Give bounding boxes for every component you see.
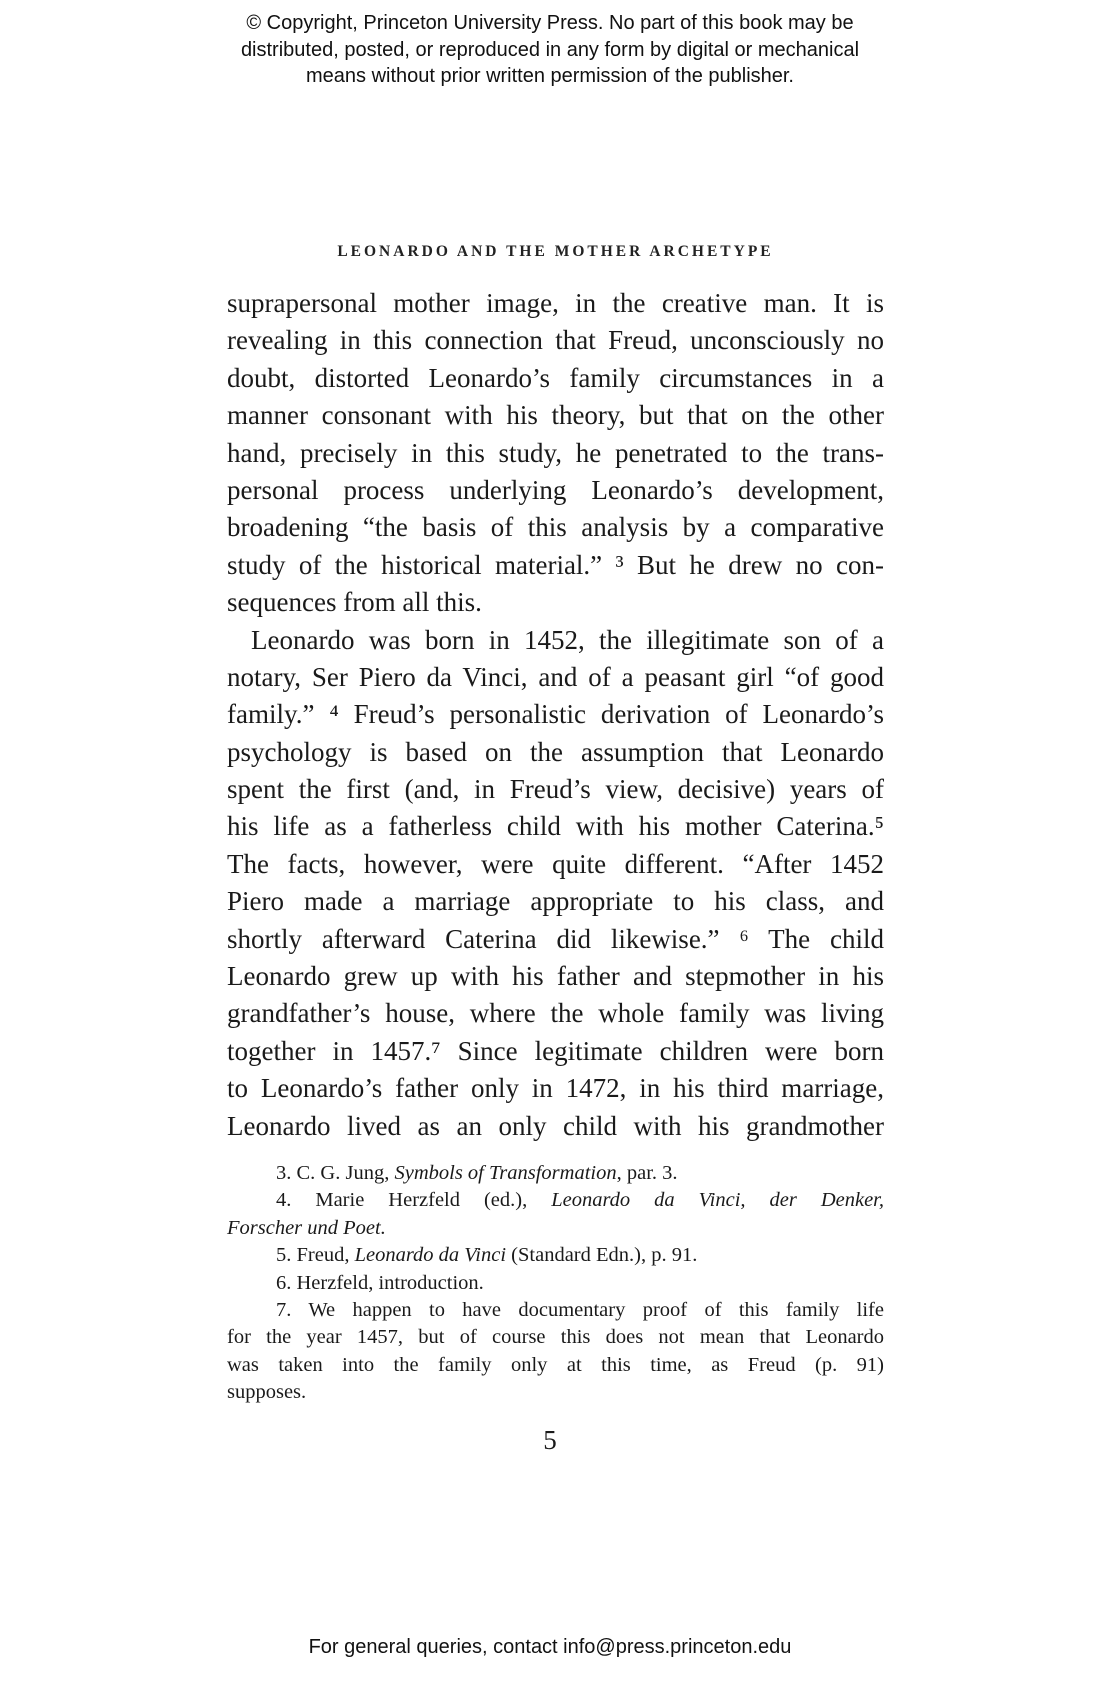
footnote-line — [227, 1160, 884, 1187]
copyright-line: means without prior written permission of the publisher. — [305, 65, 794, 87]
footnote-line — [227, 1215, 884, 1242]
footer-contact: For general queries, contact info@press.princeton.edu — [308, 1636, 792, 1658]
footnote-line — [227, 1379, 884, 1406]
footnote-text: 6. Herzfeld, introduction. — [276, 1271, 484, 1294]
footnotes — [227, 1160, 884, 1407]
body-line: shortly afterward Caterina did likewise.” ⁶ The child — [227, 923, 884, 954]
footnote-line — [227, 1270, 884, 1297]
footnote-line — [227, 1242, 884, 1269]
body-line: suprapersonal mother image, in the creative man. It is — [227, 288, 884, 318]
page-number: 5 — [543, 1425, 557, 1455]
body-line: Leonardo was born in 1452, the illegitimate son of a — [251, 624, 884, 655]
body-line: personal process underlying Leonardo’s development, — [227, 474, 884, 505]
body-line: family.” ⁴ Freud’s personalistic derivation of Leonardo’s — [227, 699, 884, 730]
footnote-text: for the year 1457, but of course this does not mean that Leonardo — [227, 1326, 884, 1349]
footnote-title: Leonardo da Vinci — [354, 1244, 507, 1267]
body-line: Leonardo grew up with his father and stepmother in his — [227, 961, 884, 992]
copyright-line: © Copyright, Princeton University Press. No part of this book may be — [246, 12, 854, 34]
footnote-line — [227, 1187, 884, 1214]
footnote-text: 7. We happen to have documentary proof of this family life — [276, 1298, 884, 1321]
body-line: Leonardo lived as an only child with his grandmother — [227, 1110, 884, 1141]
copyright-line: distributed, posted, or reproduced in any form by digital or mechanical — [240, 38, 860, 61]
footnote-title: Symbols of Transformation — [394, 1162, 617, 1184]
body-line: notary, Ser Piero da Vinci, and of a peasant girl “of good — [227, 661, 884, 692]
body-line: Piero made a marriage appropriate to his class, and — [227, 886, 884, 917]
footnote-line — [227, 1352, 884, 1379]
body-line: doubt, distorted Leonardo’s family circumstances in a — [227, 362, 884, 393]
body-line: The facts, however, were quite different. “After 1452 — [227, 848, 884, 879]
body-line: grandfather’s house, where the whole family was living — [227, 998, 884, 1029]
body-text — [227, 285, 884, 1145]
body-line: his life as a fatherless child with his mother Caterina.⁵ — [227, 811, 884, 842]
footnote-text: was taken into the family only at this time, as Freud (p. 91) — [227, 1353, 884, 1376]
footnote-text: supposes. — [227, 1381, 307, 1404]
footnote-text: 4. Marie Herzfeld (ed.), — [276, 1189, 552, 1212]
footnote-text: (Standard Edn.), p. 91. — [506, 1244, 698, 1267]
body-line: psychology is based on the assumption that Leonardo — [227, 736, 884, 767]
body-line: sequences from all this. — [227, 587, 482, 618]
body-line: hand, precisely in this study, he penetrated to the trans- — [227, 437, 884, 468]
body-line: study of the historical material.” ³ But he drew no con- — [227, 549, 884, 580]
footnote-text: 3. C. G. Jung, — [276, 1162, 395, 1184]
body-line: to Leonardo’s father only in 1472, in his third marriage, — [227, 1073, 884, 1104]
footnote-title: Leonardo da Vinci, der Denker, — [551, 1189, 884, 1212]
footnote-title: Forscher und Poet. — [227, 1216, 386, 1239]
footnote-line — [227, 1324, 884, 1351]
footnote-text: 5. Freud, — [276, 1244, 355, 1267]
copyright-notice — [0, 10, 1100, 90]
footnote-line — [227, 1297, 884, 1324]
body-line: revealing in this connection that Freud, unconsciously no — [227, 325, 884, 356]
running-head: LEONARDO AND THE MOTHER ARCHETYPE — [337, 243, 774, 260]
body-line: manner consonant with his theory, but that on the other — [227, 400, 884, 431]
body-line: spent the first (and, in Freud’s view, decisive) years of — [227, 774, 884, 805]
body-line: broadening “the basis of this analysis by a comparative — [227, 512, 884, 543]
footnote-text: , par. 3. — [616, 1162, 678, 1184]
body-line: together in 1457.⁷ Since legitimate children were born — [227, 1035, 884, 1066]
